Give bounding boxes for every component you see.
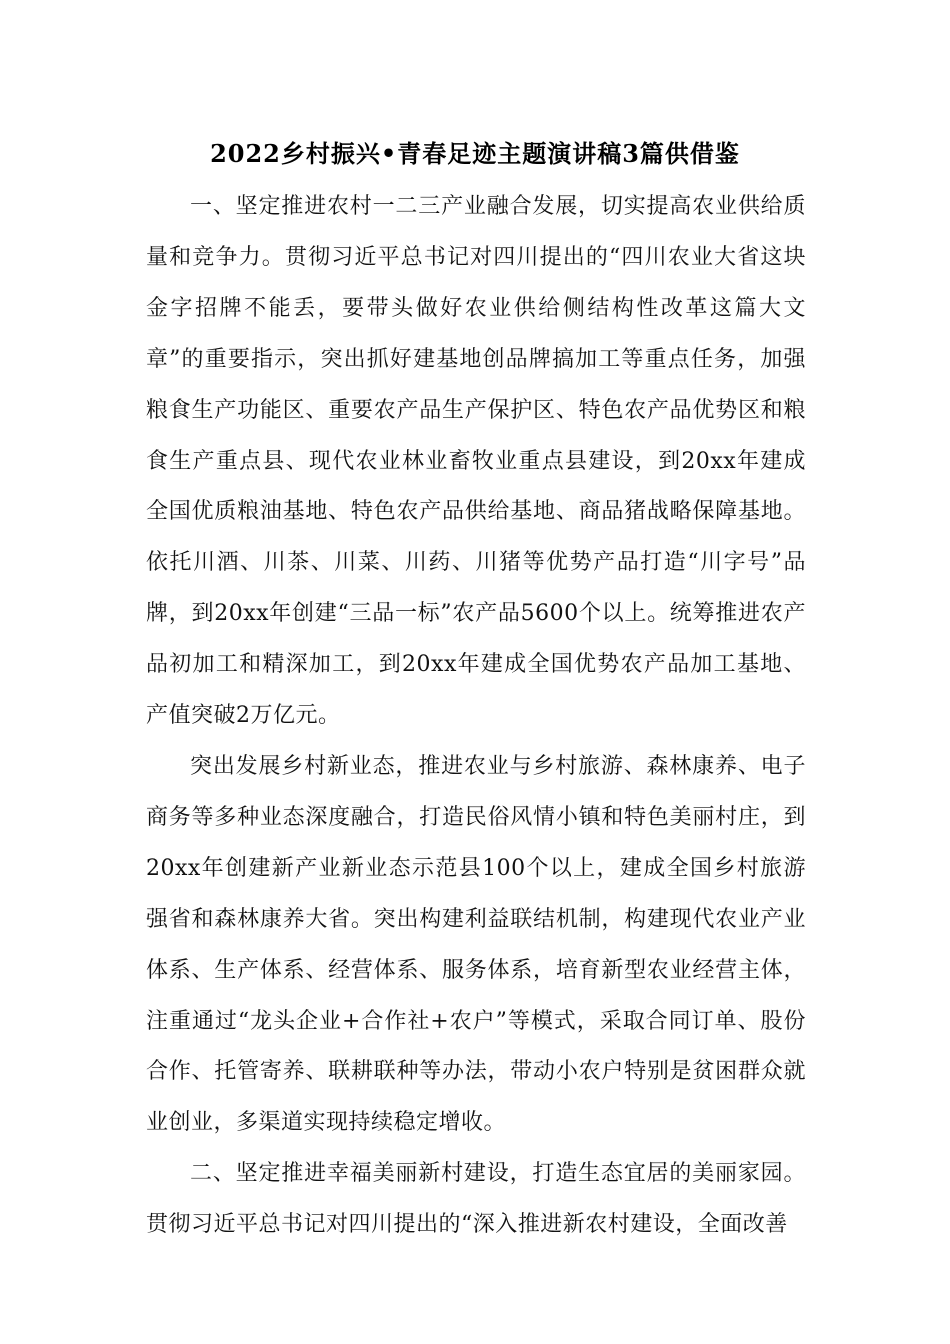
document-title: 2022乡村振兴•青春足迹主题演讲稿3篇供借鉴 [210, 139, 740, 168]
document-body [146, 182, 806, 1251]
paragraph-3: 二、坚定推进幸福美丽新村建设，打造生态宜居的美丽家园。贯彻习近平总书记对四川提出的“深入推进新农村建设，全面改善 [146, 1161, 806, 1238]
paragraph-2: 突出发展乡村新业态，推进农业与乡村旅游、森林康养、电子商务等多种业态深度融合，打造民俗风情小镇和特色美丽村庄，到20xx年创建新产业新业态示范县100个以上，建成全国乡村旅游强省和森林康养大省。突出构建利益联结机制，构建现代农业产业体系、生产体系、经营体系、服务体系，培育新型农业经营主体，注重通过“龙头企业+合作社+农户”等模式，采取合同订单、股份合作、托管寄养、联耕联种等办法，带动小农户特别是贫困群众就业创业，多渠道实现持续稳定增收。 [146, 753, 806, 1136]
paragraph-1: 一、坚定推进农村一二三产业融合发展，切实提高农业供给质量和竞争力。贯彻习近平总书记对四川提出的“四川农业大省这块金字招牌不能丢，要带头做好农业供给侧结构性改革这篇大文章”的重要指示，突出抓好建基地创品牌搞加工等重点任务，加强粮食生产功能区、重要农产品生产保护区、特色农产品优势区和粮食生产重点县、现代农业林业畜牧业重点县建设，到20xx年建成全国优质粮油基地、特色农产品供给基地、商品猪战略保障基地。依托川酒、川茶、川菜、川药、川猪等优势产品打造“川字号”品牌，到20xx年创建“三品一标”农产品5600个以上。统筹推进农产品初加工和精深加工，到20xx年建成全国优势农产品加工基地、产值突破2万亿元。 [146, 194, 806, 729]
